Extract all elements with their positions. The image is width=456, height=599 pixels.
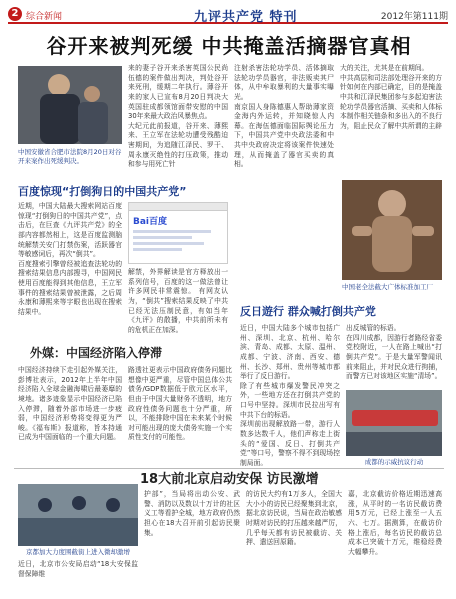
story4-text-b: 除了有些城市爆发警民冲突之外，一些地方还在打倒共产党的口号中坚持。深圳市民拉出写有中共下台的标语。 — [240, 381, 340, 419]
story3-column-1: 中国经济持续下走引起外媒关注，彭博社表示，2012年上半年中国经济陷入全球金融海啸后最萎靡的境地。诸多迹象显示中国经济已陷入停滞，随着外部市场进一步疲弱，中国经济形势将变得更为严峻。《福布斯》报道称，旨本持通已成为中国面临的一个重大问题。 — [18, 366, 122, 442]
story5-column-4: 嘉，北京截访价格近期迅速高涨，从平时的一名访民截访费用5万元，已经上涨至一人五六、七万。据测算，在截访价格上涨后，每名访民的截访总成本已突破十万元，维稳经费大幅攀升。 — [348, 490, 442, 556]
page-number: 2 — [8, 7, 22, 21]
section-label: 综合新闻 — [26, 12, 63, 22]
issue-label: 2012年第111期 — [380, 12, 448, 22]
court-photo-caption: 中国安徽省合肥市法院8月20日对谷开来案作出死缓判决。 — [18, 148, 122, 165]
corpse-exhibit-photo — [342, 180, 442, 280]
story4-title: 反日遊行 群众喊打倒共产党 — [240, 305, 376, 318]
story2-column-1 — [18, 202, 122, 326]
main-headline: 谷开来被判死缓 中共掩盖活摘器官真相 — [46, 34, 412, 58]
page-header — [8, 6, 448, 24]
protest-photo-caption: 成都的示威抗议行动 — [364, 458, 424, 466]
story5-title: 18大前北京启动安保 访民激增 — [140, 472, 319, 487]
story4-text-d: 在四川成都，因游行者路经省委党校附近，一人在路上喊出“打倒共产党”。于是大量军警闻讯前来阻止，并对民众进行拘捕，而警方已对该地区实施“清场”。 — [346, 333, 442, 381]
story1-text-e: 大的关注，尤其是在前期间。 — [340, 64, 429, 72]
story1-text-c: 注射杀害法轮功学员、活体摘取法轮功学员器官，非法贩卖其尸体，从中牟取暴利的大量事实曝光。 — [234, 64, 334, 101]
story4-text-e: 深圳前出现解放路一带，游行人数多达数千人，他们声称走上街头的“爱国、反日、打倒共产党”等口号，警察不得不到现场控制局面。 — [240, 420, 340, 467]
story1-column-4 — [340, 64, 442, 174]
story5-text-a: 近日，北京市公安局启动“18大安保监督保障维 — [18, 560, 138, 578]
story1-text-a: 来的妻子谷开来杀害英国公民尚伍德的案件做出判决，判处谷开来死刑，缓期二年执行。薄谷开来的家人已宣布8月20日判决大英国驻成都领馆面带安慰的中国30年来最大政治风暴焦点。 — [128, 64, 228, 121]
corpse-exhibit-caption: 中国老全法截大广体标准加工厂 — [342, 283, 433, 291]
story3-column-2: 路透社更表示中国政府债务问题比想像中更严重，尽管中国总体公共债务/GDP数据低于欧元区水平，但由于中国大量财务不透明，地方政府性债务问题也十分严重，所以，不能排除中国在未来某个时候对可能出现的庞大债务实施一个实质性支付的可能性。 — [128, 366, 232, 442]
protest-crowd-photo — [346, 390, 442, 456]
story1-text-d: 南京国人身陈德惠人帮助薄家资金海内外运转，并知晓惊人内幕。在海伍德面临国际舆论压力下，中国共产党中央政法委和中共中央政府决定将该案件快速处理，从而掩盖了器官买卖的真相。 — [234, 102, 334, 169]
story1-column-3 — [234, 64, 334, 194]
court-photo — [18, 66, 122, 144]
story4-column-1 — [240, 324, 340, 466]
story2-text-d: 有网友认为，“倒共”搜索结果反映了中共已经无法压制民意，有如当年《九评》的散播，中共前所未有的危机正在加深。 — [128, 287, 228, 334]
story2-column-2 — [128, 268, 228, 334]
story2-title: 百度惊现“打倒狗日的中国共产党” — [18, 185, 187, 198]
story3-title: 外媒：中国经济陷入停滞 — [30, 346, 163, 360]
story4-column-2 — [346, 324, 442, 386]
story1-text-f: 中共高层和司法部处理谷开来的方针如何在内部已确定，目的是掩盖中共和江泽民集团参与多起迫害法轮功学员器官活摘、买卖和人体标本制作相关链条和多出入的不良行为，阻止民众了解中共所谓的主辟 — [340, 73, 442, 130]
masthead: 九评共产党 特刊 — [194, 10, 298, 25]
story5-column-3: 的访民大约有1万多人，全国大大小小的访民已经聚集到北京，据北京访民说，当局在政治敏感时期对访民的打压越来越严厉，几乎每天都有访民被截访、关押、遣送回原籍。 — [246, 490, 342, 547]
beijing-photo-caption: 京都加大力度围截街上进入微却激增 — [26, 548, 130, 556]
story2-text-c: 解禁，外界解读是官方释放出一系列信号，百度的这一做法曾让许多网民非常震惊。 — [128, 268, 228, 296]
story5-column-1 — [18, 560, 138, 594]
story4-text-c: 出反城管的标语。 — [346, 324, 401, 332]
story2-text-b: 百度搜索引擎曾经被追查法轮功的搜索结果信息内部搜寻，中国网民使用百度能得到其他信息，王立军事件的搜索结果曾被泄露，之后周永康和薄熙来等字眼也出现在搜索结果中。 — [18, 259, 122, 317]
story5-column-2: 护部”，当局将出动公安、武警、消防以及数以十万计的社区义工等看护全城，地方政府仍然担心在18大召开前引起访民聚集。 — [144, 490, 240, 537]
baidu-logo-icon: Bai百度 — [133, 217, 168, 227]
story1-text-b: 大纪元此前报道，谷开来、薄熙来、王立军在法轮功遭受残酷迫害期间，为追随江泽民、罗干、周永康灭绝性的打压政策，推动和参与用死亡针 — [128, 121, 228, 169]
story4-text-a: 近日，中国大陆多个城市包括广州、深圳、北京、杭州、哈尔滨、青岛、成都、太原、温州、成都、宁波、济南、西安、德州、长沙、郑州、贵州等城市都举行了反日游行。 — [240, 324, 340, 381]
story2-text-a: 近期，中国大陆最大搜索网站百度惊现“打倒狗日的中国共产党”，点击后，在巨查《九评共产党》的全部内容都然相上，这是百度监测脑统解禁关安门打禁伤案，活跃器官等敏感词后，再次“倒共”。 — [18, 202, 122, 259]
baidu-screenshot — [128, 202, 228, 264]
beijing-police-photo — [18, 484, 138, 546]
